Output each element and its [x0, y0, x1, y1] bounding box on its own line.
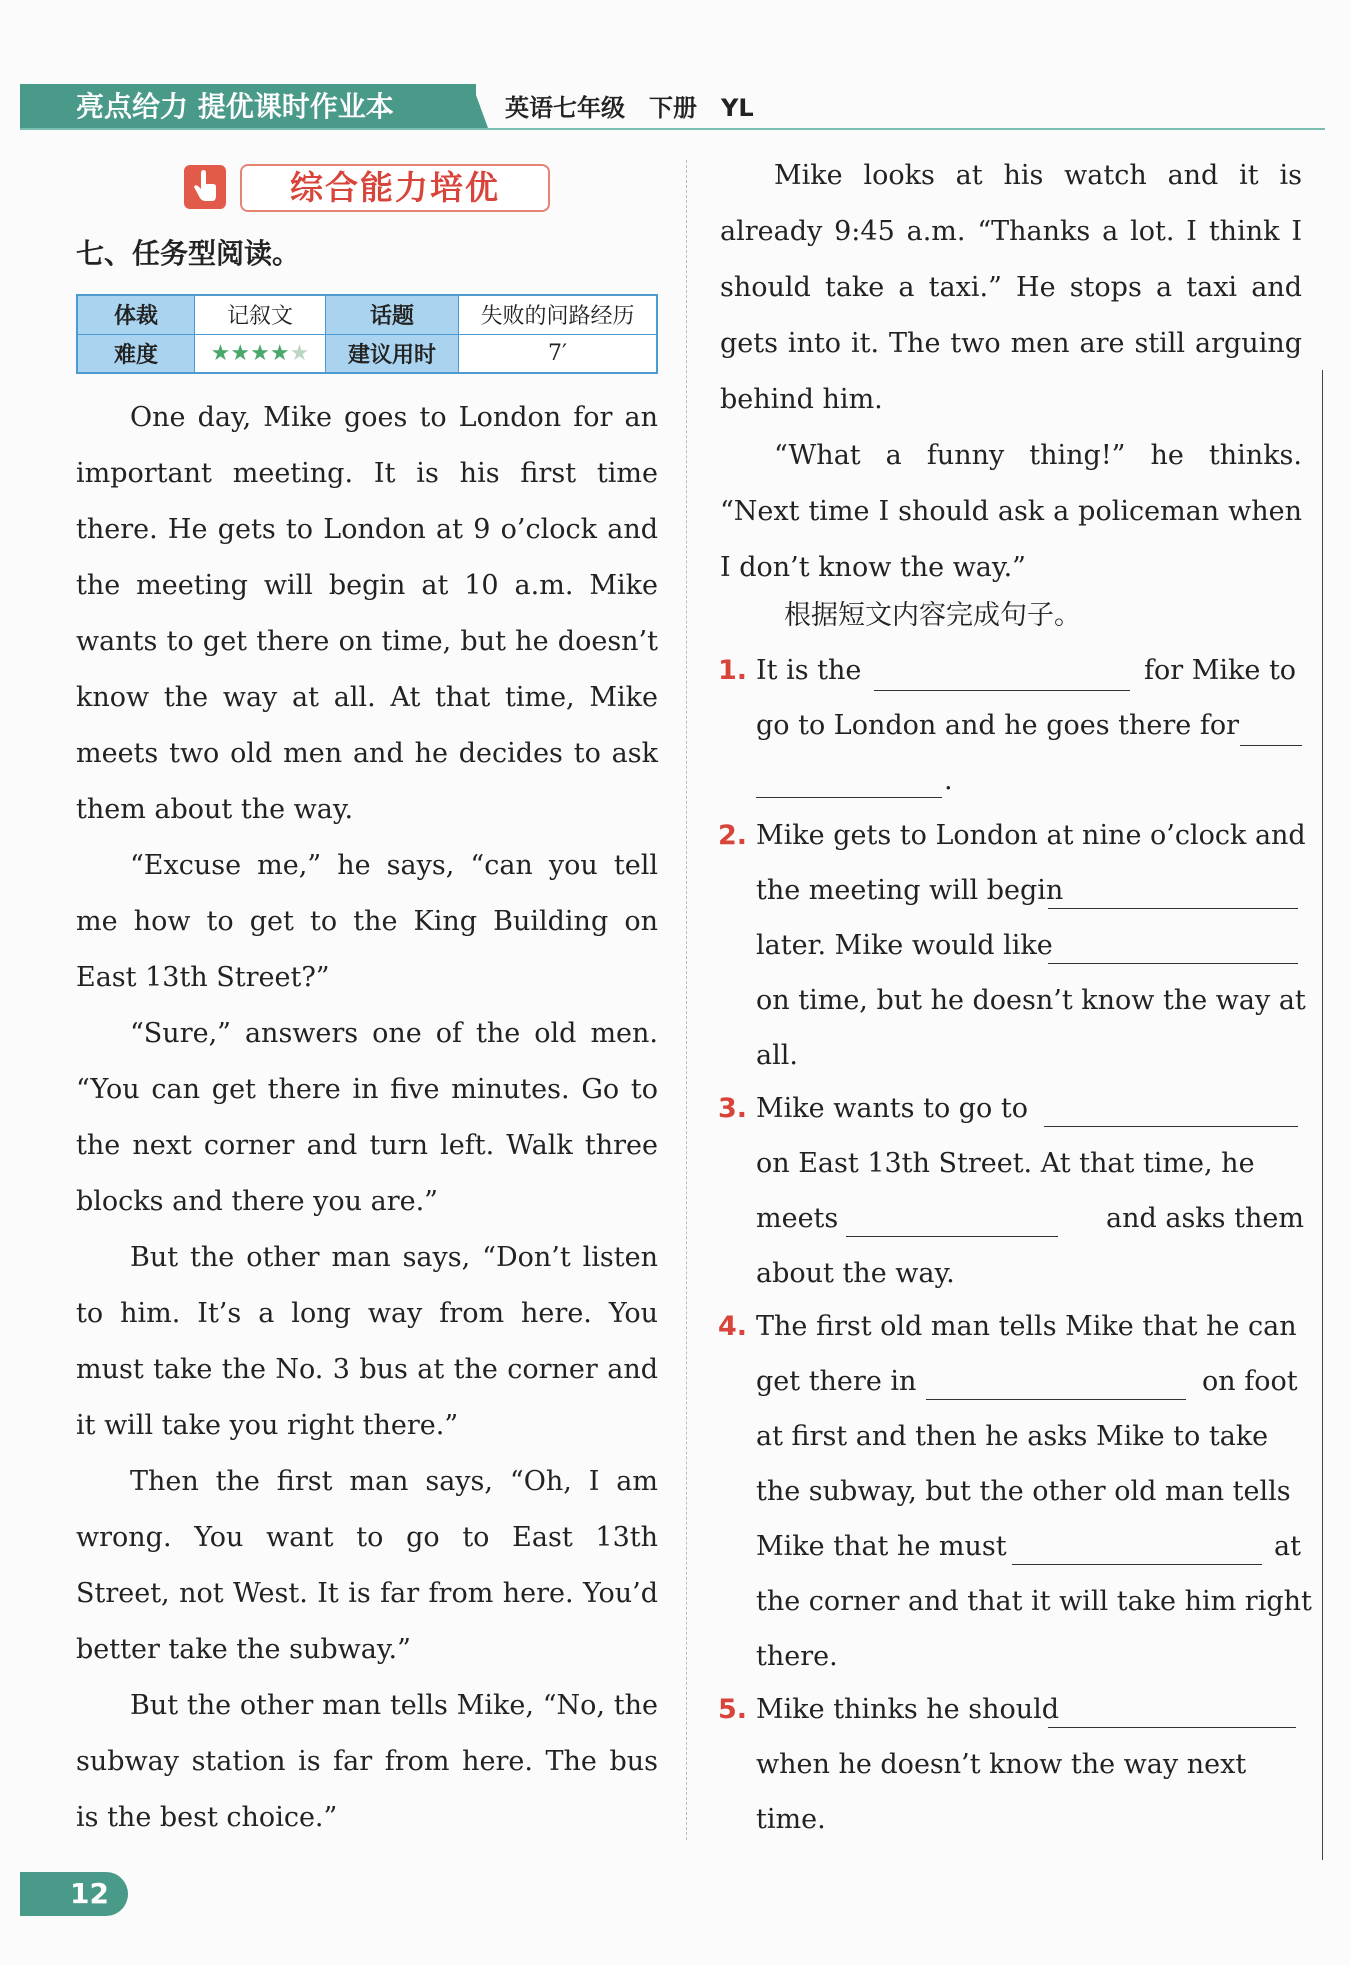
- genre-value: 记叙文: [195, 295, 326, 334]
- question-text: the subway, but the other old man tells: [756, 1476, 1291, 1507]
- question-text: later. Mike would like: [756, 930, 1053, 961]
- passage-paragraph: “Excuse me,” he says, “can you tell me how to get to the King Building on East 13th Street?”: [76, 850, 658, 993]
- question-text: go to London and he goes there for: [756, 710, 1239, 741]
- question-text: get there in: [756, 1366, 917, 1397]
- star-icon: ★: [289, 340, 310, 366]
- answer-blank[interactable]: [926, 1399, 1186, 1400]
- star-icon: ★: [269, 340, 290, 366]
- info-table-row: [77, 334, 657, 373]
- page-edge-line: [1322, 370, 1323, 1860]
- genre-label: 体裁: [77, 295, 195, 334]
- question-text: on time, but he doesn’t know the way at: [756, 985, 1306, 1016]
- column-divider: [686, 160, 687, 1840]
- question-text: at: [1274, 1531, 1301, 1562]
- answer-blank[interactable]: [846, 1236, 1058, 1237]
- question-text: meets: [756, 1203, 839, 1234]
- question-text: for Mike to: [1144, 655, 1297, 686]
- header-rule: [20, 128, 1325, 130]
- question-number: 2.: [718, 820, 748, 851]
- exercise-instruction: 根据短文内容完成句子。: [784, 600, 1081, 631]
- answer-blank[interactable]: [1048, 963, 1298, 964]
- question-text: the meeting will begin: [756, 875, 1064, 906]
- question-number: 4.: [718, 1311, 748, 1342]
- passage-paragraph: But the other man tells Mike, “No, the subway station is far from here. The bus is the best choice.”: [76, 1690, 658, 1833]
- info-table: [76, 294, 658, 374]
- question-text: Mike gets to London at nine o’clock and: [756, 820, 1306, 851]
- answer-blank[interactable]: [1044, 1126, 1298, 1127]
- star-icon: ★: [230, 340, 251, 366]
- passage-paragraph: Then the first man says, “Oh, I am wrong. You want to go to East 13th Street, not West. It is far from here. You’d better take the subway.”: [76, 1466, 658, 1665]
- passage-paragraph: But the other man says, “Don’t listen to him. It’s a long way from here. You must take the No. 3 bus at the corner and it will take you right there.”: [76, 1242, 658, 1441]
- answer-blank[interactable]: [1012, 1564, 1262, 1565]
- passage-paragraph: Mike looks at his watch and it is already 9:45 a.m. “Thanks a lot. I think I should take a taxi.” He stops a taxi and gets into it. The two men are still arguing behind him.: [720, 160, 1302, 415]
- question-number: 1.: [718, 655, 748, 686]
- passage-paragraph: One day, Mike goes to London for an important meeting. It is his first time there. He gets to London at 9 o’clock and the meeting will begin at 10 a.m. Mike wants to get there on time, but he doesn’t know the way at all. At that time, Mike meets two old men and he decides to ask them about the way.: [76, 402, 658, 825]
- answer-blank[interactable]: [874, 690, 1130, 691]
- question-text: It is the: [756, 655, 862, 686]
- passage-paragraph: “What a funny thing!” he thinks. “Next time I should ask a policeman when I don’t know the way.”: [720, 440, 1302, 583]
- info-table-row: [77, 295, 657, 334]
- question-text: The first old man tells Mike that he can: [756, 1311, 1297, 1342]
- time-label: 建议用时: [326, 334, 459, 373]
- answer-blank[interactable]: [1240, 745, 1302, 746]
- question-text: Mike thinks he should: [756, 1694, 1060, 1725]
- star-icon: ★: [250, 340, 270, 366]
- page-number: 12: [70, 1877, 109, 1910]
- question-text: about the way.: [756, 1258, 955, 1289]
- question-number: 5.: [718, 1694, 748, 1725]
- section-title: 综合能力培优: [290, 168, 500, 207]
- difficulty-stars: [195, 334, 326, 373]
- topic-value: 失败的问路经历: [459, 295, 658, 334]
- question-text: Mike that he must: [756, 1531, 1007, 1562]
- difficulty-label: 难度: [77, 334, 195, 373]
- question-text: the corner and that it will take him right: [756, 1586, 1312, 1617]
- header-subject: 英语七年级 下册 YL: [505, 94, 754, 122]
- answer-blank[interactable]: [1048, 908, 1298, 909]
- star-icon: ★: [210, 340, 231, 366]
- question-text: on East 13th Street. At that time, he: [756, 1148, 1255, 1179]
- time-value: 7′: [459, 334, 658, 373]
- task-heading: 七、任务型阅读。: [76, 237, 301, 270]
- question-text: there.: [756, 1641, 838, 1672]
- question-text: all.: [756, 1040, 798, 1071]
- answer-blank[interactable]: [1048, 1727, 1296, 1728]
- pointing-hand-icon: [184, 165, 226, 209]
- question-text: on foot: [1202, 1366, 1298, 1397]
- question-text: when he doesn’t know the way next: [756, 1749, 1247, 1780]
- passage-paragraph: “Sure,” answers one of the old men. “You can get there in five minutes. Go to the next corner and turn left. Walk three blocks and there you are.”: [76, 1018, 658, 1217]
- header-brand: 亮点给力 提优课时作业本: [76, 90, 394, 123]
- question-text: .: [944, 765, 953, 796]
- question-text: time.: [756, 1804, 826, 1835]
- question-text: Mike wants to go to: [756, 1093, 1029, 1124]
- topic-label: 话题: [326, 295, 459, 334]
- answer-blank[interactable]: [756, 797, 942, 798]
- question-number: 3.: [718, 1093, 748, 1124]
- question-text: at first and then he asks Mike to take: [756, 1421, 1269, 1452]
- question-text: and asks them: [1106, 1203, 1304, 1234]
